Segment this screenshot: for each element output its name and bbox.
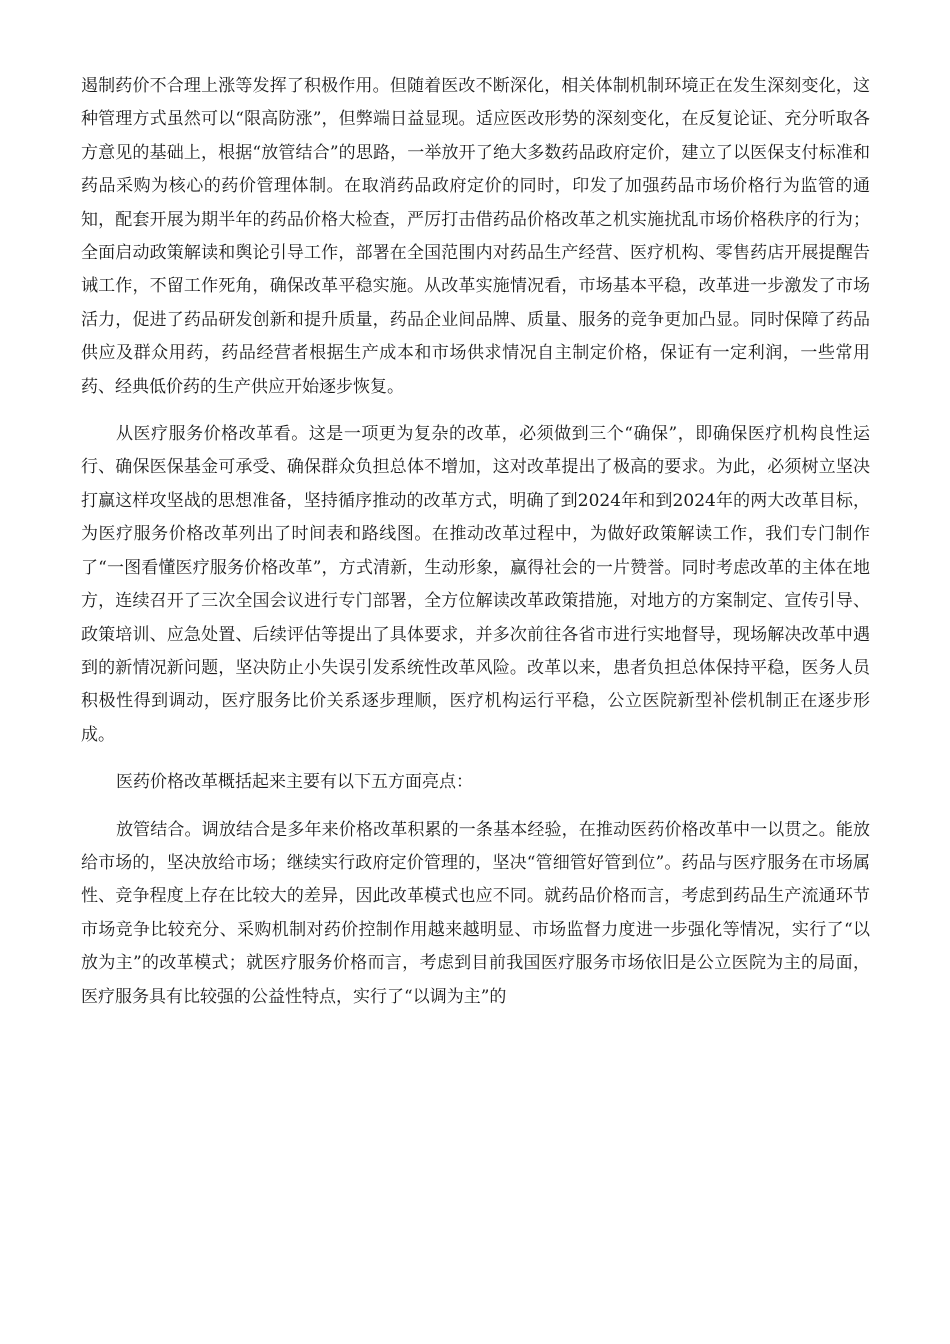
document-page [81,70,870,1014]
paragraph-combine-deregulation-and-control: 放管结合。调放结合是多年来价格改革积累的一条基本经验，在推动医药价格改革中一以贯之。能放给市场的，坚决放给市场；继续实行政府定价管理的，坚决“管细管好管到位”。药品与医疗服务在市场属性、竞争程度上存在比较大的差异，因此改革模式也应不同。就药品价格而言，考虑到药品生产流通环节市场竞争比较充分、采购机制对药价控制作用越来越明显、市场监督力度进一步强化等情况，实行了“以放为主”的改革模式；就医疗服务价格而言，考虑到目前我国医疗服务市场依旧是公立医院为主的局面，医疗服务具有比较强的公益性特点，实行了“以调为主”的 [81,819,870,1007]
paragraph-five-highlights-intro: 医药价格改革概括起来主要有以下五方面亮点： [116,772,473,793]
paragraph-drug-price-reform: 遏制药价不合理上涨等发挥了积极作用。但随着医改不断深化，相关体制机制环境正在发生深刻变化，这种管理方式虽然可以“限高防涨”，但弊端日益显现。适应医改形势的深刻变化，在反复论证、充分听取各方意见的基础上，根据“放管结合”的思路，一举放开了绝大多数药品政府定价，建立了以医保支付标准和药品采购为核心的药价管理体制。在取消药品政府定价的同时，印发了加强药品市场价格行为监管的通知，配套开展为期半年的药品价格大检查，严厉打击借药品价格改革之机实施扰乱市场价格秩序的行为；全面启动政策解读和舆论引导工作，部署在全国范围内对药品生产经营、医疗机构、零售药店开展提醒告诫工作，不留工作死角，确保改革平稳实施。从改革实施情况看，市场基本平稳，改革进一步激发了市场活力，促进了药品研发创新和提升质量，药品企业间品牌、质量、服务的竞争更加凸显。同时保障了药品供应及群众用药，药品经营者根据生产成本和市场供求情况自主制定价格，保证有一定利润，一些常用药、经典低价药的生产供应开始逐步恢复。 [81,76,870,397]
paragraph-medical-service-price-reform: 从医疗服务价格改革看。这是一项更为复杂的改革，必须做到三个“确保”，即确保医疗机构良性运行、确保医保基金可承受、确保群众负担总体不增加，这对改革提出了极高的要求。为此，必须树立坚决打赢这样攻坚战的思想准备，坚持循序推动的改革方式，明确了到2024年和到2024年的两大改革目标，为医疗服务价格改革列出了时间表和路线图。在推动改革过程中，为做好政策解读工作，我们专门制作了“一图看懂医疗服务价格改革”，方式清新，生动形象，赢得社会的一片赞誉。同时考虑改革的主体在地方，连续召开了三次全国会议进行专门部署，全方位解读改革政策措施，对地方的方案制定、宣传引导、政策培训、应急处置、后续评估等提出了具体要求，并多次前往各省市进行实地督导，现场解决改革中遇到的新情况新问题，坚决防止小失误引发系统性改革风险。改革以来，患者负担总体保持平稳，医务人员积极性得到调动，医疗服务比价关系逐步理顺，医疗机构运行平稳，公立医院新型补偿机制正在逐步形成。 [81,424,870,745]
